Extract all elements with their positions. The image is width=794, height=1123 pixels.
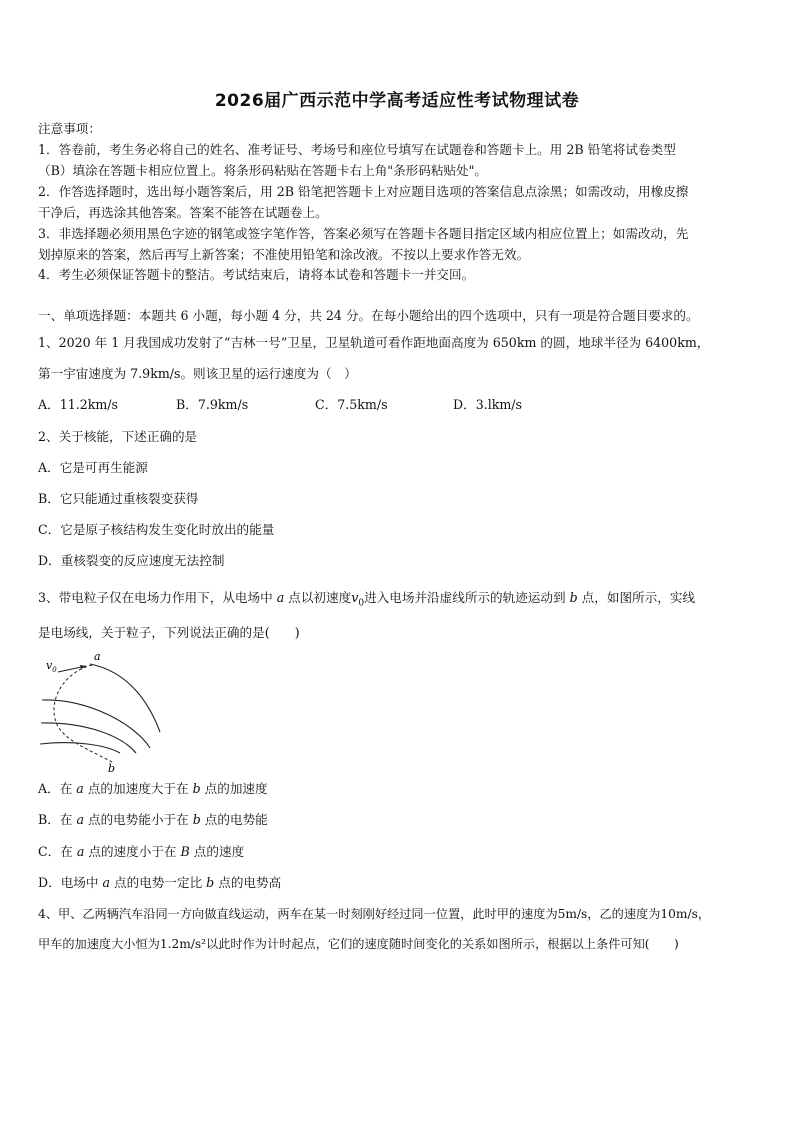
- q2-option-b: B．它只能通过重核裂变获得: [38, 491, 199, 506]
- notice-heading: 注意事项：: [38, 121, 101, 136]
- label-a: a: [94, 650, 101, 663]
- field-line: [41, 723, 136, 753]
- notice-item: 划掉原来的答案，然后再写上新答案；不准使用铅笔和涂改液。不按以上要求作答无效。: [38, 247, 530, 262]
- question-1-stem: 1、2020 年 1 月我国成功发射了“吉林一号”卫星，卫星轨道可看作距地面高度为 650km 的圆，地球半径为 6400km，: [38, 335, 710, 350]
- question-4-stem-cont: 甲车的加速度大小恒为1.2m/s²以此时作为计时起点，它们的速度随时间变化的关系如图所示，根据以上条件可知( ): [38, 937, 679, 951]
- label-v0: $v_0$: [46, 659, 57, 674]
- question-2-stem: 2、关于核能，下述正确的是: [38, 429, 198, 444]
- q3-option-d: D．电场中 a 点的电势一定比 b 点的电势高: [38, 875, 282, 890]
- notice-item: 4．考生必须保证答题卡的整洁。考试结束后，请将本试卷和答题卡一并交回。: [38, 267, 475, 282]
- q2-option-d: D．重核裂变的反应速度无法控制: [38, 553, 225, 568]
- notice-item: （B）填涂在答题卡相应位置上。将条形码粘贴在答题卡右上角"条形码粘贴处"。: [38, 163, 488, 178]
- question-3-stem-cont: 是电场线，关于粒子，下列说法正确的是( ): [38, 625, 300, 640]
- q3-option-a: A．在 a 点的加速度大于在 b 点的加速度: [38, 781, 268, 796]
- notice-item: 3．非选择题必须用黑色字迹的钢笔或签字笔作答，答案必须写在答题卡各题目指定区域内相应位置上；如需改动，先: [38, 226, 689, 241]
- electric-field-figure: [38, 650, 168, 775]
- field-line: [40, 743, 120, 753]
- q1-option-c: C．7.5km/s: [315, 397, 388, 412]
- q2-option-a: A．它是可再生能源: [38, 460, 148, 475]
- question-3-stem: 3、带电粒子仅在电场力作用下，从电场中 a 点以初速度$v_0$进入电场并沿虚线所示的轨迹运动到 b 点，如图所示，实线: [38, 590, 696, 609]
- field-line: [90, 664, 160, 732]
- q3-option-b: B．在 a 点的电势能小于在 b 点的电势能: [38, 812, 268, 827]
- particle-trajectory: [54, 665, 112, 762]
- page-title: 2026届广西示范中学高考适应性考试物理试卷: [214, 91, 580, 111]
- notice-item: 1．答卷前，考生务必将自己的姓名、准考证号、考场号和座位号填写在试题卷和答题卡上。用 2B 铅笔将试卷类型: [38, 142, 676, 157]
- q1-option-b: B．7.9km/s: [176, 397, 249, 412]
- field-line: [42, 700, 150, 748]
- q1-option-d: D．3.lkm/s: [453, 397, 523, 412]
- question-1-stem-cont: 第一宇宙速度为 7.9km/s。则该卫星的运行速度为（ ）: [38, 366, 357, 381]
- q3-option-c: C．在 a 点的速度小于在 B 点的速度: [38, 844, 245, 859]
- label-b: b: [108, 762, 116, 775]
- q1-option-a: A．11.2km/s: [38, 397, 119, 412]
- notice-item: 干净后，再选涂其他答案。答案不能答在试题卷上。: [38, 205, 328, 220]
- question-4-stem: 4、甲、乙两辆汽车沿同一方向做直线运动，两车在某一时刻刚好经过同一位置，此时甲的速度为5m/s，乙的速度为10m/s，: [38, 907, 711, 921]
- notice-item: 2．作答选择题时，选出每小题答案后，用 2B 铅笔把答题卡上对应题目选项的答案信息点涂黑；如需改动，用橡皮擦: [38, 184, 689, 199]
- q2-option-c: C．它是原子核结构发生变化时放出的能量: [38, 522, 275, 537]
- section-heading: 一、单项选择题：本题共 6 小题，每小题 4 分，共 24 分。在每小题给出的四个选项中，只有一项是符合题目要求的。: [38, 308, 699, 323]
